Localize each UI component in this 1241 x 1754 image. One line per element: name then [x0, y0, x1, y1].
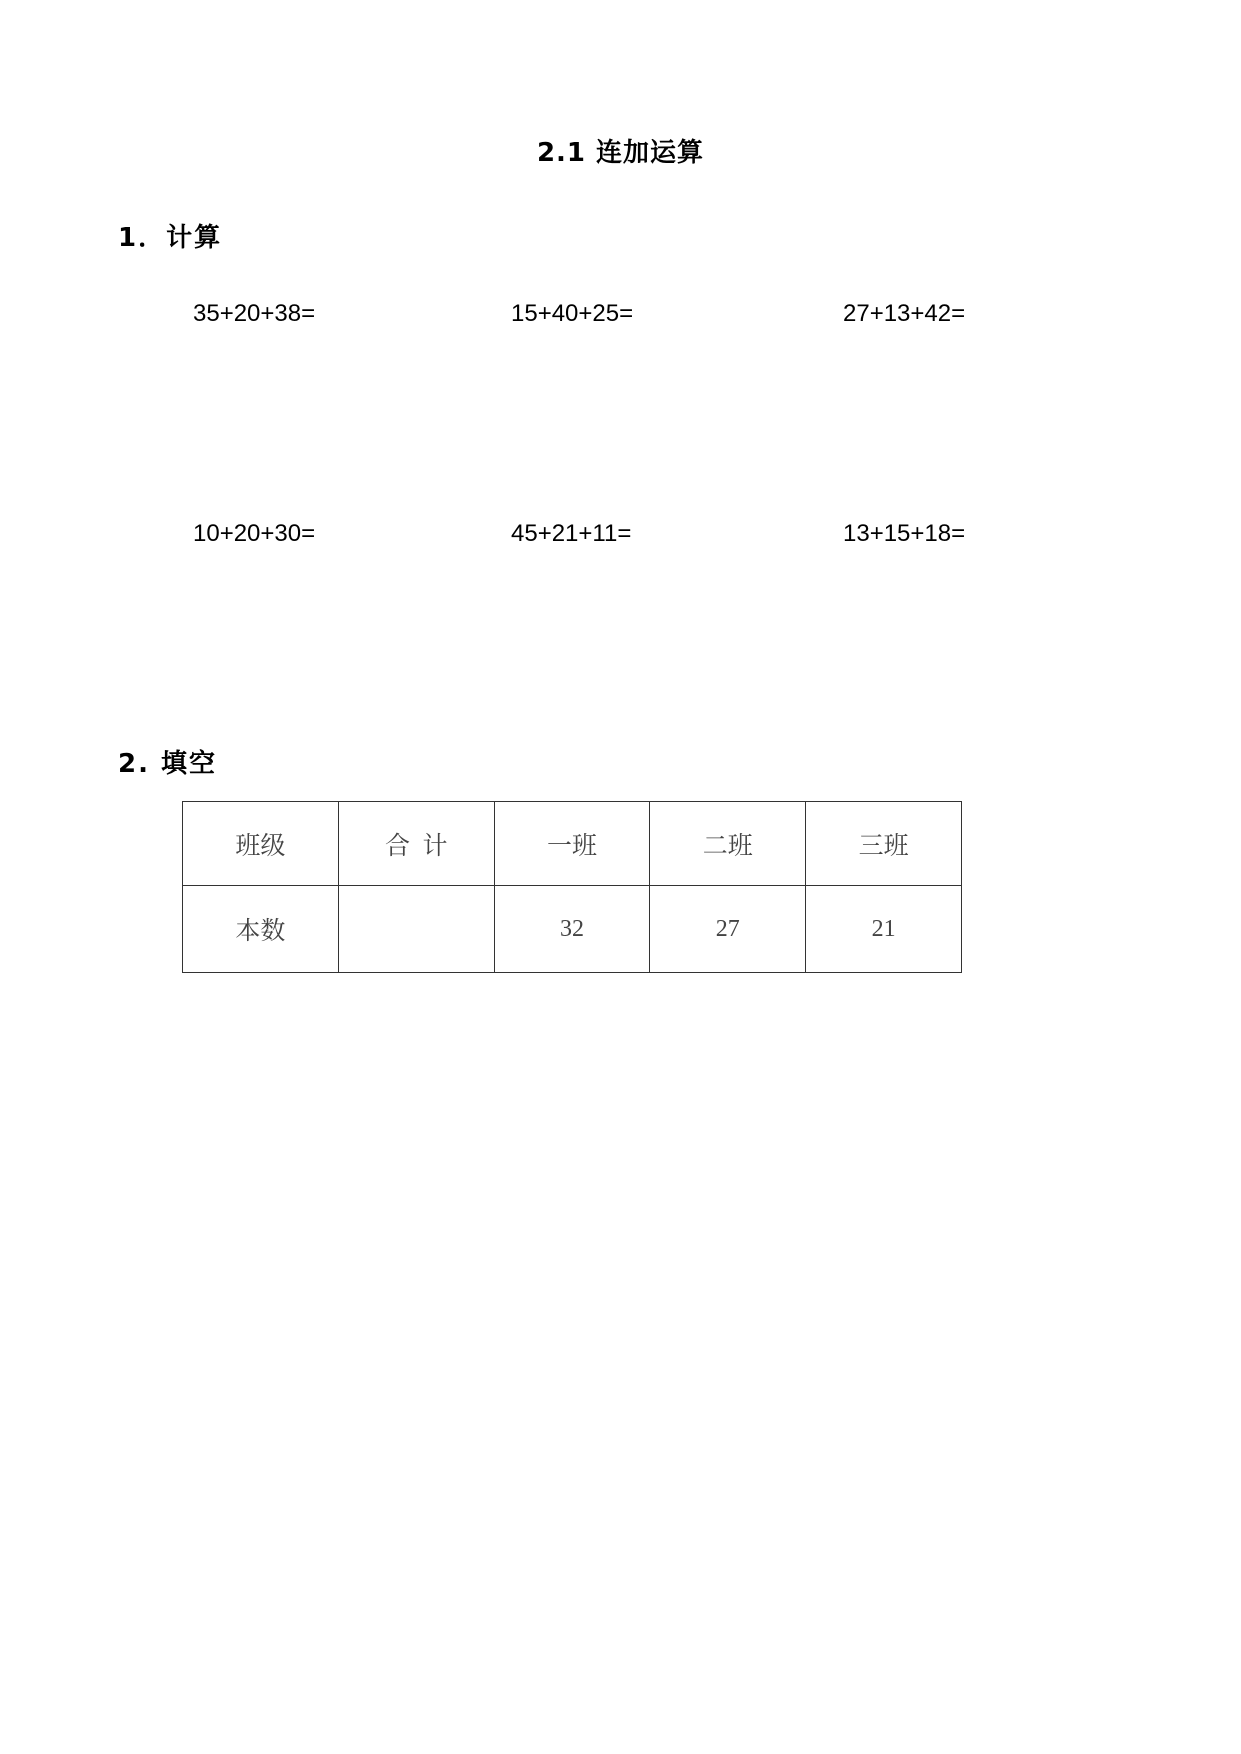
- table-header-row: [183, 802, 962, 886]
- table-header-cell: 一班: [494, 802, 650, 886]
- problem-list: [0, 0, 1241, 600]
- table-cell: 21: [806, 886, 962, 973]
- table-cell: 27: [650, 886, 806, 973]
- table-cell: 32: [494, 886, 650, 973]
- problem-item: 45+21+11=: [511, 520, 632, 547]
- problem-item: 15+40+25=: [511, 300, 634, 327]
- table-header-cell: 二班: [650, 802, 806, 886]
- problem-item: 13+15+18=: [843, 520, 966, 547]
- table-cell: 本数: [183, 886, 339, 973]
- problem-item: 10+20+30=: [193, 520, 316, 547]
- table-cell-blank[interactable]: [338, 886, 494, 973]
- section-heading-calculate: 1．计算: [118, 223, 223, 253]
- table-header-cell: 班级: [183, 802, 339, 886]
- class-book-table: [182, 801, 962, 973]
- problem-item: 35+20+38=: [193, 300, 316, 327]
- problem-item: 27+13+42=: [843, 300, 966, 327]
- section-heading-fill-blank: 2. 填空: [118, 749, 218, 779]
- table-header-cell: 三班: [806, 802, 962, 886]
- table-row: [183, 886, 962, 973]
- table-header-cell: 合 计: [338, 802, 494, 886]
- page-title: 2.1 连加运算: [536, 138, 705, 168]
